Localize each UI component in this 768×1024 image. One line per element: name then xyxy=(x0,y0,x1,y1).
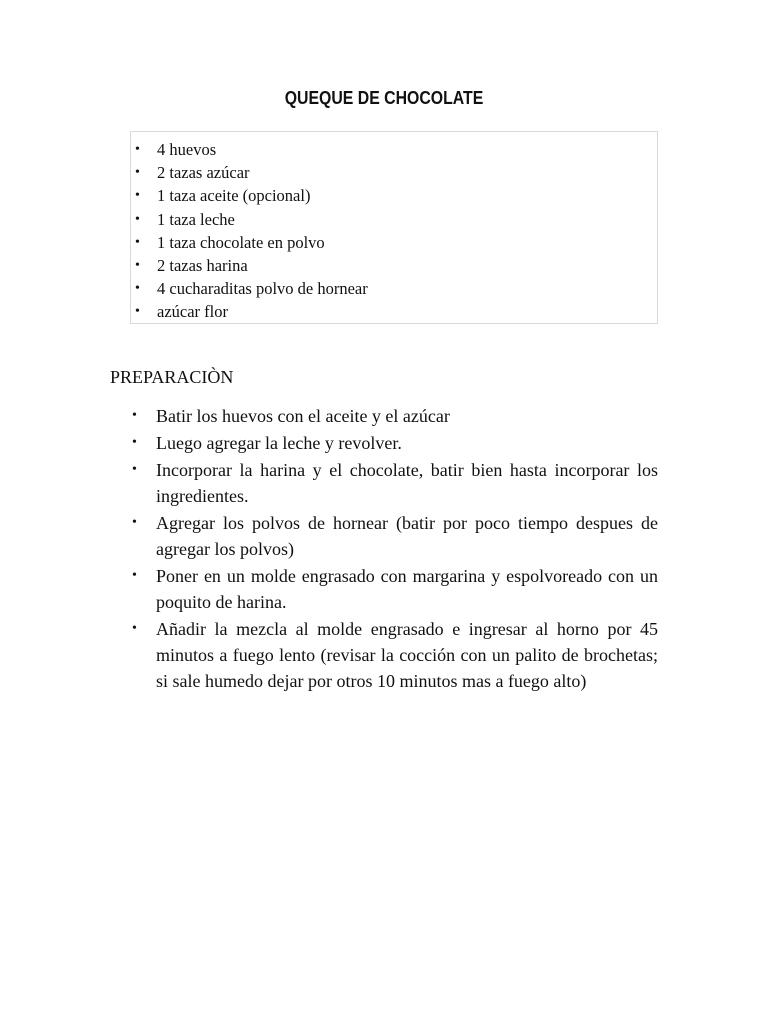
bullet-icon: • xyxy=(135,142,140,157)
preparation-heading: PREPARACIÒN xyxy=(110,367,234,387)
ingredient-text: 1 taza aceite (opcional) xyxy=(157,186,311,206)
ingredient-item xyxy=(131,300,657,323)
ingredient-item xyxy=(131,138,657,161)
step-text: Añadir la mezcla al molde engrasado e ingresar al horno por 45 minutos a fuego lento (revisar la cocción con un palito de brochetas; si sale humedo dejar por otros 10 minutos mas a fuego alto) xyxy=(156,619,658,691)
bullet-icon: • xyxy=(135,257,140,273)
bullet-icon: • xyxy=(135,211,140,227)
ingredient-text: 4 huevos xyxy=(157,140,217,159)
step-text: Luego agregar la leche y revolver. xyxy=(156,433,402,453)
bullet-icon: • xyxy=(135,234,140,250)
ingredient-text: azúcar flor xyxy=(157,302,228,322)
preparation-steps xyxy=(130,403,658,695)
bullet-icon: • xyxy=(132,462,137,477)
step-item xyxy=(130,563,658,615)
bullet-icon: • xyxy=(132,568,137,583)
ingredient-item xyxy=(131,208,657,231)
ingredient-text: 1 taza leche xyxy=(157,209,235,229)
bullet-icon: • xyxy=(135,304,140,320)
recipe-title: QUEQUE DE CHOCOLATE xyxy=(284,88,484,108)
ingredient-item xyxy=(131,277,657,300)
step-item xyxy=(130,403,658,429)
step-text: Batir los huevos con el aceite y el azúcar xyxy=(156,406,450,426)
ingredient-item xyxy=(131,231,657,254)
ingredient-item xyxy=(131,161,657,184)
ingredient-item xyxy=(131,254,657,277)
bullet-icon: • xyxy=(135,188,140,204)
bullet-icon: • xyxy=(132,408,137,423)
bullet-icon: • xyxy=(135,281,140,297)
ingredient-text: 4 cucharaditas polvo de hornear xyxy=(157,279,368,299)
ingredients-table xyxy=(130,131,658,324)
ingredient-text: 1 taza chocolate en polvo xyxy=(157,232,325,252)
step-text: Agregar los polvos de hornear (batir por poco tiempo despues de agregar los polvos) xyxy=(156,513,658,559)
step-text: Poner en un molde engrasado con margarina y espolvoreado con un poquito de harina. xyxy=(156,566,658,612)
ingredient-item xyxy=(131,184,657,207)
step-item xyxy=(130,510,658,562)
bullet-icon: • xyxy=(132,435,137,450)
ingredients-list xyxy=(131,132,657,324)
bullet-icon: • xyxy=(132,621,137,636)
ingredient-text: 2 tazas harina xyxy=(157,255,248,275)
step-item xyxy=(130,430,658,456)
step-text: Incorporar la harina y el chocolate, batir bien hasta incorporar los ingredientes. xyxy=(156,460,658,506)
step-item xyxy=(130,457,658,509)
bullet-icon: • xyxy=(132,515,137,530)
bullet-icon: • xyxy=(135,165,140,181)
ingredient-text: 2 tazas azúcar xyxy=(157,163,250,183)
step-item xyxy=(130,616,658,694)
